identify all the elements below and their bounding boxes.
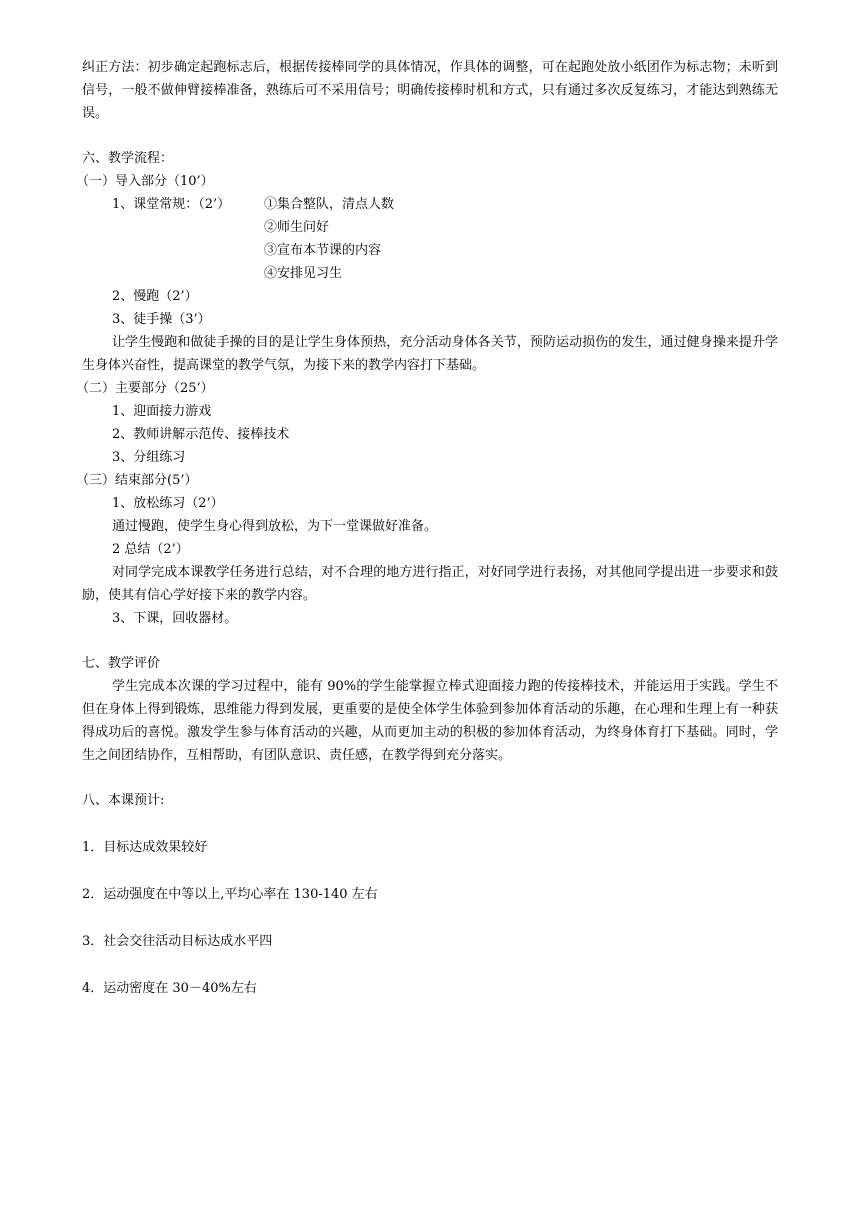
part-3-item-summary: 2 总结（2’） xyxy=(112,542,189,557)
part-2-item: 2、教师讲解示范传、接棒技术 xyxy=(112,427,290,442)
class-routine-label: 1、课堂常规：（2’） xyxy=(112,197,231,212)
part-1-title: （一）导入部分（10’） xyxy=(76,174,214,189)
section-6-heading: 六、教学流程： xyxy=(82,151,174,166)
section-7-heading: 七、教学评价 xyxy=(82,656,161,671)
routine-item: ②师生问好 xyxy=(264,220,330,235)
prediction-item: 4．运动密度在 30－40%左右 xyxy=(82,981,257,996)
spacer xyxy=(82,630,778,652)
spacer xyxy=(82,859,778,883)
part-2-item: 1、迎面接力游戏 xyxy=(112,404,212,419)
class-routine-items xyxy=(264,193,394,285)
document-page xyxy=(76,56,778,1000)
part-1-explanation: 让学生慢跑和做徒手操的目的是让学生身体预热，充分活动身体各关节，预防运动损伤的发生，通过健身操来提升学生身体兴奋性，提高课堂的教学气氛，为接下来的教学内容打下基础。 xyxy=(82,335,778,373)
prediction-item: 3．社会交往活动目标达成水平四 xyxy=(82,934,273,949)
part-3-item-relax-desc: 通过慢跑，使学生身心得到放松，为下一堂课做好准备。 xyxy=(112,519,438,534)
prediction-item: 2．运动强度在中等以上,平均心率在 130-140 左右 xyxy=(82,887,378,902)
part-2-title: （二）主要部分（25’） xyxy=(76,381,214,396)
spacer xyxy=(82,125,778,147)
spacer xyxy=(82,953,778,977)
prediction-item: 1．目标达成效果较好 xyxy=(82,840,208,855)
section-7-paragraph: 学生完成本次课的学习过程中，能有 90%的学生能掌握立棒式迎面接力跑的传接棒技术，并能运用于实践。学生不但在身体上得到锻炼，思维能力得到发展，更重要的是使全体学生体验到参加体育活动的乐趣，在心理和生理上有一种获得成功后的喜悦。激发学生参与体育活动的兴趣，从而更加主动的积极的参加体育活动，为终身体育打下基础。同时，学生之间团结协作，互相帮助，有团队意识、责任感，在教学得到充分落实。 xyxy=(82,679,778,763)
routine-item: ③宣布本节课的内容 xyxy=(264,243,382,258)
part-3-item-relax: 1、放松练习（2’） xyxy=(112,496,224,511)
correction-method-paragraph: 纠正方法：初步确定起跑标志后，根据传接棒同学的具体情况，作具体的调整，可在起跑处放小纸团作为标志物；未听到信号，一般不做伸臂接棒准备，熟练后可不采用信号；明确传接棒时机和方式，只有通过多次反复练习，才能达到熟练无误。 xyxy=(82,60,778,121)
routine-item: ④安排见习生 xyxy=(264,266,343,281)
part-3-item-dismiss: 3、下课，回收器材。 xyxy=(112,611,238,626)
part-3-title: （三）结束部分(5’） xyxy=(76,473,198,488)
spacer xyxy=(82,906,778,930)
class-routine xyxy=(82,193,778,285)
part-2-item: 3、分组练习 xyxy=(112,450,186,465)
part-1-item-jogging: 2、慢跑（2’） xyxy=(112,289,198,304)
routine-item: ①集合整队，清点人数 xyxy=(264,197,395,212)
section-8-heading: 八、本课预计: xyxy=(82,793,165,808)
part-3-item-summary-desc: 对同学完成本课教学任务进行总结，对不合理的地方进行指正，对好同学进行表扬，对其他同学提出进一步要求和鼓励，使其有信心学好接下来的教学内容。 xyxy=(82,565,778,603)
spacer xyxy=(82,767,778,789)
part-1-item-exercises: 3、徒手操（3’） xyxy=(112,312,211,327)
spacer xyxy=(82,812,778,836)
